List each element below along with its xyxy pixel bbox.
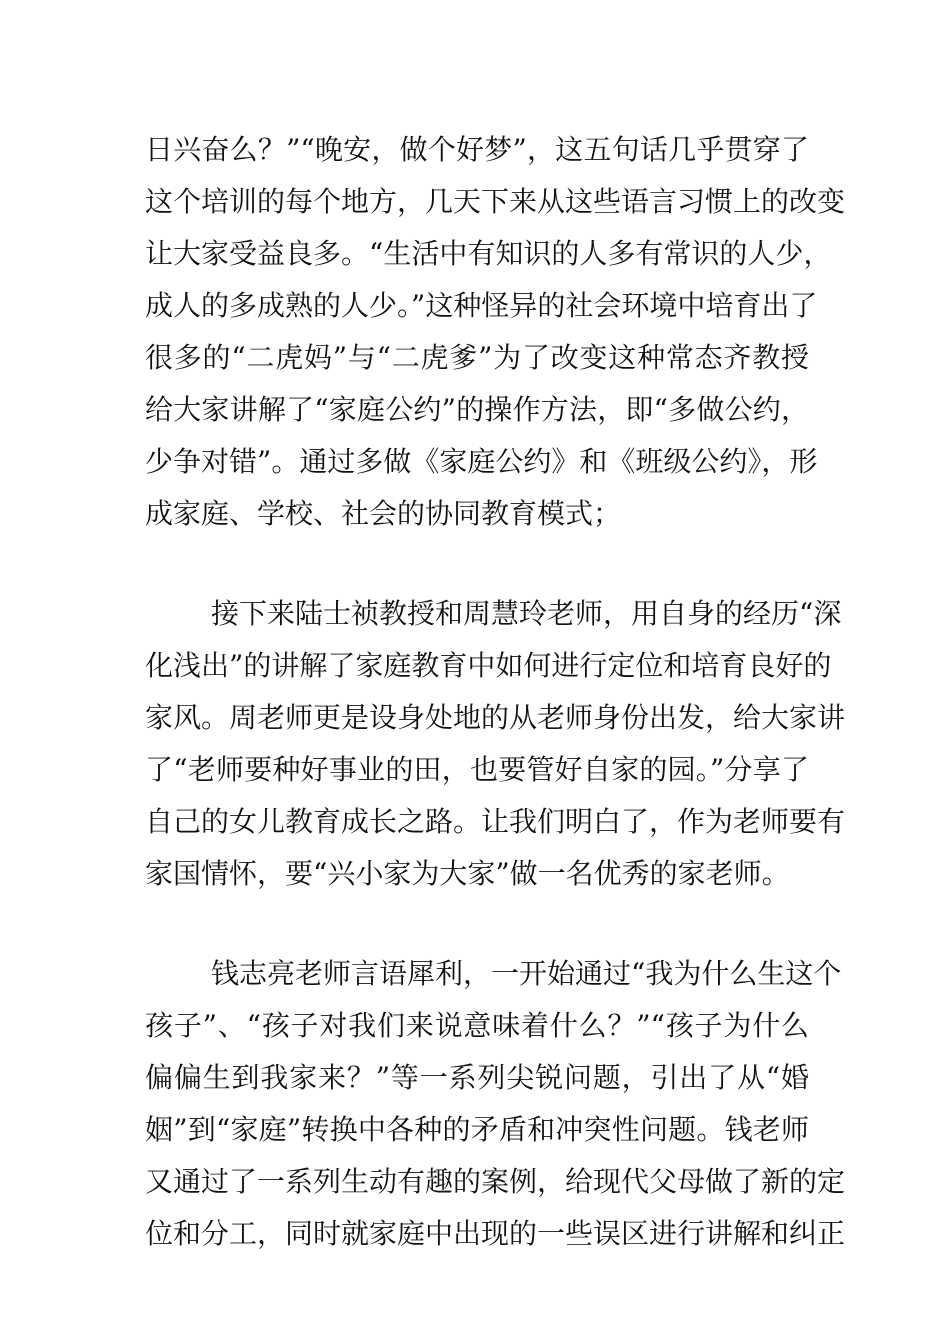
paragraph-1-line-7: 少争对错”。通过多做《家庭公约》和《班级公约》，形	[145, 445, 818, 478]
paragraph-3-line-5: 又通过了一系列生动有趣的案例，给现代父母做了新的定	[145, 1165, 846, 1198]
paragraph-2-line-1: 接下来陆士祯教授和周慧玲老师，用自身的经历“深	[211, 597, 842, 630]
paragraph-2-line-4: 了“老师要种好事业的田，也要管好自家的园。”分享了	[145, 753, 809, 786]
paragraph-2-line-3: 家风。周老师更是设身处地的从老师身份出发，给大家讲	[145, 701, 846, 734]
paragraph-1-line-2: 这个培训的每个地方，几天下来从这些语言习惯上的改变	[145, 185, 846, 218]
paragraph-1-line-6: 给大家讲解了“家庭公约”的操作方法，即“多做公约，	[145, 393, 809, 426]
paragraph-1-line-8: 成家庭、学校、社会的协同教育模式；	[145, 497, 622, 530]
paragraph-2-line-5: 自己的女儿教育成长之路。让我们明白了，作为老师要有	[145, 805, 846, 838]
paragraph-3-line-4: 姻”到“家庭”转换中各种的矛盾和冲突性问题。钱老师	[145, 1113, 809, 1146]
paragraph-1-line-1: 日兴奋么？”“晚安，做个好梦”，这五句话几乎贯穿了	[145, 133, 809, 166]
paragraph-3-line-6: 位和分工，同时就家庭中出现的一些误区进行讲解和纠正	[145, 1217, 846, 1250]
paragraph-3-line-2: 孩子”、“孩子对我们来说意味着什么？”“孩子为什么	[145, 1009, 809, 1042]
paragraph-3-line-3: 偏偏生到我家来？”等一系列尖锐问题，引出了从“婚	[145, 1061, 809, 1094]
paragraph-1-line-5: 很多的“二虎妈”与“二虎爹”为了改变这种常态齐教授	[145, 341, 809, 374]
paragraph-3-line-1: 钱志亮老师言语犀利，一开始通过“我为什么生这个	[211, 957, 842, 990]
paragraph-1-line-3: 让大家受益良多。“生活中有知识的人多有常识的人少，	[145, 237, 832, 270]
paragraph-2-line-2: 化浅出”的讲解了家庭教育中如何进行定位和培育良好的	[145, 649, 832, 682]
paragraph-1-line-4: 成人的多成熟的人少。”这种怪异的社会环境中培育出了	[145, 289, 818, 322]
paragraph-2-line-6: 家国情怀，要“兴小家为大家”做一名优秀的家老师。	[145, 857, 790, 890]
